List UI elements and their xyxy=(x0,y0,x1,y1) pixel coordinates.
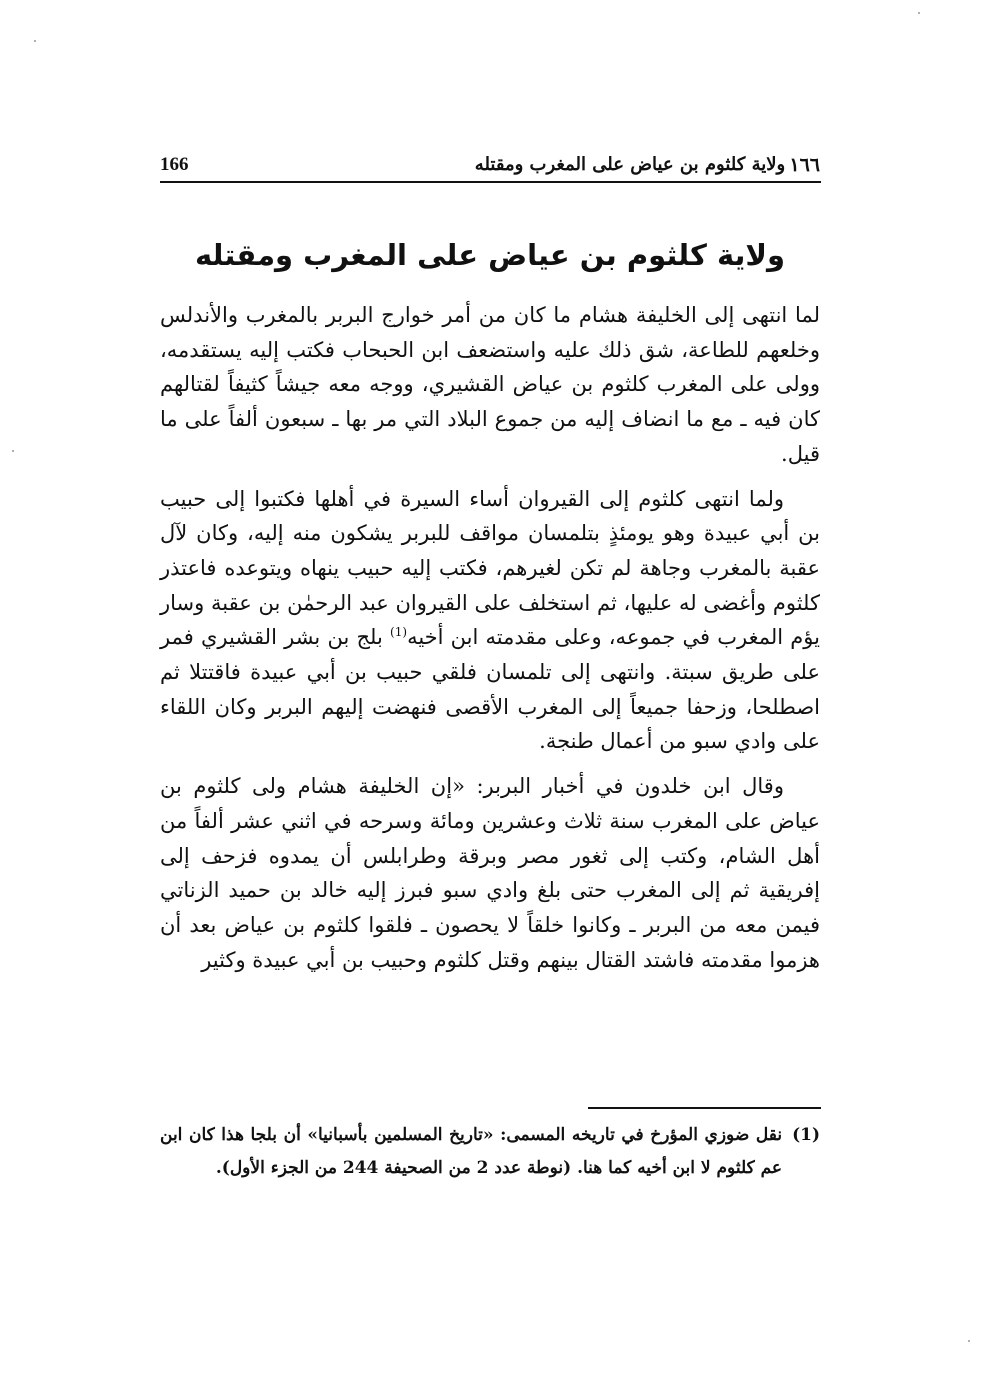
body-text xyxy=(160,298,820,987)
paragraph: لما انتهى إلى الخليفة هشام ما كان من أمر خوارج البربر بالمغرب والأندلس وخلعهم للطاعة، شق ذلك عليه واستضعف ابن الحبحاب فكتب إليه يستقدمه، وولى على المغرب كلثوم بن عياض القشيري، ووجه معه جيشاً كثيفاً لقتالهم كان فيه ـ مع ما انضاف إليه من جموع البلاد التي مر بها ـ سبعون ألفاً على ما قيل. xyxy=(160,303,820,466)
header-divider xyxy=(160,181,821,183)
paragraph-part: بلج بن بشر القشيري فمر على طريق سبتة. وانتهى إلى تلمسان فلقي حبيب بن أبي عبيدة فاقتتلا ثم اصطلحا، وزحفا جميعاً إلى المغرب الأقصى فنهضت إليهم البربر وكان اللقاء على وادي سبو من أعمال طنجة. xyxy=(160,625,820,754)
running-title: ولاية كلثوم بن عياض على المغرب ومقتله xyxy=(474,154,786,175)
scan-speck xyxy=(918,12,920,14)
footnote-divider xyxy=(588,1107,821,1109)
footnote-number: (1) xyxy=(792,1125,820,1145)
footnote-reference: (1) xyxy=(390,625,408,640)
scan-speck xyxy=(34,40,36,42)
footnote xyxy=(160,1119,820,1184)
running-header xyxy=(160,150,820,184)
chapter-title: ولاية كلثوم بن عياض على المغرب ومقتله xyxy=(194,238,786,272)
paragraph xyxy=(160,482,820,760)
page-number-latin: 166 xyxy=(160,154,189,175)
scan-speck xyxy=(968,1340,970,1342)
paragraph-part: ولما انتهى كلثوم إلى القيروان أساء السيرة في أهلها فكتبوا إلى حبيب بن أبي عبيدة وهو يومئذٍ بتلمسان مواقف للبربر يشكون منه إليه، وكان لآل عقبة بالمغرب وجاهة لم تكن لغيرهم، فكتب إليه حبيب ينهاه ويتوعده فاعتذر كلثوم وأغضى له عليها، ثم استخلف على القيروان عبد الرحمٰن بن عقبة وسار يؤم المغرب في جموعه، وعلى مقدمته ابن أخيه xyxy=(160,486,820,650)
paragraph: وقال ابن خلدون في أخبار البربر: «إن الخليفة هشام ولى كلثوم بن عياض على المغرب سنة ثلاث وعشرين ومائة وسرحه في اثني عشر ألفاً من أهل الشام، وكتب إلى ثغور مصر وبرقة وطرابلس أن يمدوه فزحف إلى إفريقية ثم إلى المغرب حتى بلغ وادي سبو فبرز إليه خالد بن حميد الزناتي فيمن معه من البربر ـ وكانوا خلقاً لا يحصون ـ فلقوا كلثوم بن عياض بعد أن هزموا مقدمته فاشتد القتال بينهم وقتل كلثوم وحبيب بن أبي عبيدة وكثير xyxy=(160,774,820,972)
footnote-text: نقل ضوزي المؤرخ في تاريخه المسمى: «تاريخ المسلمين بأسبانيا» أن بلجا هذا كان ابن عم كلثوم لا ابن أخيه كما هنا. (نوطة عدد 2 من الصحيفة 244 من الجزء الأول). xyxy=(160,1125,783,1178)
page-number-arabic: ١٦٦ xyxy=(789,154,820,176)
scan-speck xyxy=(12,450,14,452)
